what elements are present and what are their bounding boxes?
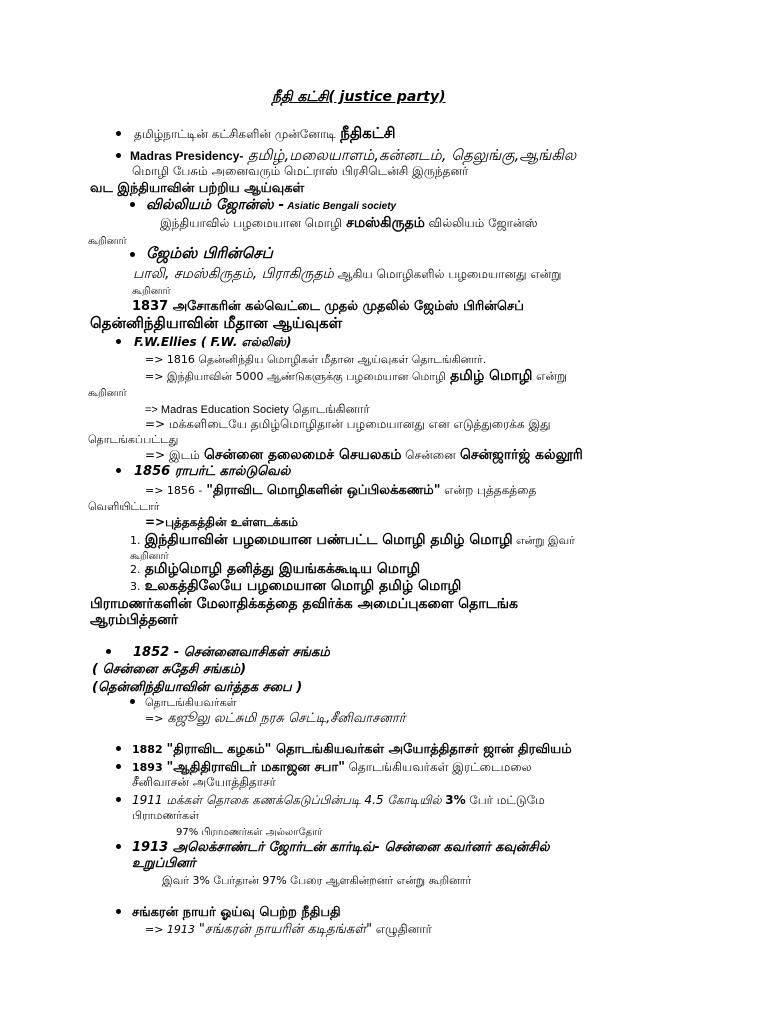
text-run: =>புத்தகத்தின் உள்ளடக்கம் — [145, 515, 298, 529]
emphasis-text: தமிழ்,மலையாளம்,கன்னடம், தெலுங்கு,ஆங்கில — [247, 146, 577, 164]
year-text: 1882 — [132, 743, 163, 756]
bullet-icon — [116, 153, 121, 158]
text-run: வெளியிட்டார் — [88, 500, 160, 513]
text-run: கூறினார் — [130, 551, 169, 562]
text-run: எழுதினார் — [375, 922, 432, 936]
numbered-item — [130, 531, 575, 547]
bullet-icon — [116, 468, 121, 473]
text-run: => 1913 — [145, 923, 195, 936]
text-run: என்ற புத்தகத்தை — [444, 483, 537, 497]
emphasis-text: கஜூலு லட்சுமி நரசு செட்டி,சீனிவாசனார் — [167, 711, 406, 726]
text-line — [133, 265, 561, 281]
text-run: பிராமணர்களின் மேலாதிக்கத்தை தவிர்க்க அமைப்புகளை தொடங்க — [90, 596, 518, 612]
text-run: (தென்னிந்தியாவின் வர்த்தக சபை ) — [92, 680, 303, 695]
bullet-icon — [116, 797, 121, 802]
text-line — [176, 822, 323, 838]
arrow-line — [145, 481, 536, 497]
text-run: => 1816 தென்னிந்திய மொழிகள் மீதான ஆய்வுகள் தொடங்கினார். — [145, 353, 487, 366]
bullet-icon — [116, 339, 121, 344]
emphasis-text: "திராவிட கழகம்" தொடங்கியவர்கள் அயோத்திதாசர் ஜான் திரவியம் — [166, 742, 572, 757]
bullet-item — [133, 643, 330, 659]
continuation-line — [132, 281, 171, 297]
text-run: சென்னை — [405, 448, 456, 462]
arrow-line — [145, 709, 406, 725]
arrow-line — [145, 446, 583, 462]
page-title: நீதி கட்சி( justice party) — [272, 89, 446, 105]
emphasis-text: உறுப்பினர் — [132, 856, 196, 871]
bullet-item — [130, 147, 576, 163]
emphasis-text: "சங்கரன் நாயரின் கடிதங்கள்" — [198, 922, 373, 937]
year-text: 1893 — [132, 761, 163, 774]
arrow-line — [145, 920, 432, 936]
bullet-icon — [116, 764, 121, 769]
text-run: கூறினார் — [88, 236, 127, 247]
text-run: 97% பிராமணர்கள் அல்லாதோர் — [176, 827, 323, 838]
emphasis-text: உலகத்திலேயே பழமையான மொழி தமிழ் மொழி — [144, 578, 462, 594]
emphasis-text: F.W.Ellies ( F.W. எல்லிஸ்) — [134, 335, 292, 349]
text-line — [132, 297, 524, 313]
text-run: தொடங்கப்பட்டது — [88, 433, 179, 446]
emphasis-text: பாலி, சமஸ்கிருதம், பிராகிருதம் — [133, 266, 334, 282]
bullet-item — [134, 462, 290, 478]
emphasis-text: 3% — [445, 793, 466, 807]
item-number: 3. — [130, 580, 141, 593]
text-run: => இந்தியாவின் 5000 ஆண்டுகளுக்கு பழமையான மொழி — [145, 370, 446, 383]
text-run: Madras Presidency- — [130, 149, 244, 163]
text-line — [92, 660, 246, 676]
bullet-item — [132, 758, 532, 774]
emphasis-text: 1856 ராபர்ட் கால்டுவெல் — [134, 464, 291, 479]
text-run: தொடங்கினார் — [292, 402, 370, 416]
continuation-line — [132, 773, 276, 789]
text-run: வில்லியம் ஜோன்ஸ் — [428, 216, 538, 230]
text-line — [90, 595, 518, 611]
section-heading — [90, 315, 342, 331]
bullet-icon — [116, 844, 121, 849]
text-run: சீனிவாசன் அயோத்திதாசர் — [132, 775, 276, 789]
bullet-item — [146, 196, 396, 212]
bullet-item — [132, 903, 341, 919]
emphasis-text: 1852 - சென்னைவாசிகள் சங்கம் — [133, 645, 330, 660]
text-run: கூறினார் — [88, 388, 127, 399]
arrow-line — [145, 415, 551, 431]
bullet-icon — [116, 746, 121, 751]
emphasis-text: தமிழ் மொழி — [450, 368, 533, 384]
bullet-item — [132, 838, 550, 854]
bullet-item — [132, 740, 572, 756]
emphasis-text: "ஆதிதிராவிடர் மகாஜன சபா" — [166, 760, 345, 775]
bullet-item — [145, 693, 237, 709]
text-line — [92, 678, 302, 694]
text-run: ( சென்னை சுதேசி சங்கம்) — [92, 662, 247, 677]
emphasis-text: "திராவிட மொழிகளின் ஒப்பிலக்கணம்" — [206, 483, 441, 498]
continuation-line — [88, 497, 160, 513]
text-line — [162, 871, 471, 887]
continuation-line — [88, 430, 178, 446]
item-number: 1. — [130, 534, 141, 547]
emphasis-text: ஜேம்ஸ் பிரின்செப் — [146, 244, 273, 262]
bullet-item — [134, 333, 291, 349]
continuation-line — [88, 231, 127, 247]
continuation-line — [132, 162, 468, 178]
text-run: => — [145, 712, 164, 725]
text-line — [160, 214, 537, 230]
arrow-line — [145, 400, 370, 416]
text-run: தொடங்கியவர்கள் — [145, 696, 237, 709]
text-run: பேர் மட்டுமே — [469, 793, 545, 807]
heading-text: தென்னிந்தியாவின் மீதான ஆய்வுகள் — [90, 314, 343, 332]
emphasis-text: சமஸ்கிருதம் — [346, 215, 425, 231]
text-run: மொழி பேசும் அனைவரும் மெட்ராஸ் பிரசிடென்சி இருந்தனர் — [132, 164, 469, 178]
text-run: => Madras Education Society — [145, 404, 289, 416]
text-run: => இடம் — [145, 448, 200, 462]
bullet-icon — [130, 699, 135, 704]
emphasis-text: சென்ஜார்ஜ் கல்லூரி — [459, 447, 583, 463]
text-run: என்று இவர் — [515, 534, 575, 547]
text-run: Asiatic Bengali society — [287, 201, 397, 212]
arrow-line — [145, 367, 567, 383]
text-run: இந்தியாவில் பழமையான மொழி — [160, 216, 342, 230]
bullet-item — [132, 791, 545, 807]
text-run: => 1856 - — [145, 484, 203, 497]
continuation-line — [88, 383, 127, 399]
text-run: => மக்களிடையே தமிழ்மொழிதான் பழமையானது என எடுத்துரைக்க இது — [145, 417, 551, 431]
bullet-icon — [130, 202, 135, 207]
text-run: இவர் 3% பேர்தான் 97% பேரை ஆளகின்றனர் என்று கூறினார் — [162, 874, 472, 887]
text-run: 1837 அசோகரின் கல்வெட்டை முதல் முதலில் ஜேம்ஸ் பிரின்செப் — [132, 299, 524, 314]
emphasis-text: சென்னை தலைமைச் செயலகம் — [204, 447, 402, 463]
emphasis-text: தமிழ்மொழி தனித்து இயங்கக்கூடிய மொழி — [144, 561, 421, 577]
arrow-line — [145, 513, 298, 529]
continuation-line — [132, 806, 199, 822]
text-run: 1911 மக்கள் தொகை கணக்கெடுப்பின்படி 4.5 கோடியில் — [132, 793, 442, 807]
bullet-icon — [116, 909, 121, 914]
continuation-line — [90, 611, 178, 627]
emphasis-text: சங்கரன் நாயர் ஓய்வு பெற்ற நீதிபதி — [132, 905, 341, 920]
emphasis-text: 1913 அலெக்சாண்டர் ஜோர்டன் கார்டிவ்- சென்னை கவர்னர் கவுன்சில் — [132, 840, 550, 855]
text-run: தொடங்கியவர்கள் இரட்டைமலை — [348, 760, 532, 774]
text-run: ஆகிய மொழிகளில் பழமையானது என்று — [337, 267, 562, 281]
bullet-item — [134, 125, 395, 141]
emphasis-text: வில்லியம் ஜோன்ஸ் - — [146, 197, 285, 213]
bullet-icon — [116, 131, 121, 136]
item-number: 2. — [130, 563, 141, 576]
bullet-icon — [130, 252, 135, 257]
bullet-item — [146, 245, 273, 261]
text-run: தமிழ்நாட்டின் கட்சிகளின் முன்னோடி — [134, 127, 336, 141]
text-run: ஆரம்பித்தனர் — [90, 612, 179, 628]
emphasis-text: இந்தியாவின் பழமையான பண்பட்ட மொழி தமிழ் மொழி — [144, 532, 513, 548]
heading-text: வட இந்தியாவின் பற்றிய ஆய்வுகள் — [90, 181, 305, 196]
text-run: பிராமணர்கள் — [132, 809, 200, 822]
bullet-icon — [106, 649, 111, 654]
numbered-item — [130, 577, 461, 593]
continuation-line — [132, 854, 196, 870]
arrow-line — [145, 350, 486, 366]
numbered-item — [130, 560, 420, 576]
section-heading — [90, 179, 304, 195]
text-run: என்று — [535, 369, 567, 383]
text-run: கூறினார் — [132, 286, 171, 297]
emphasis-text: நீதிகட்சி — [340, 124, 396, 142]
